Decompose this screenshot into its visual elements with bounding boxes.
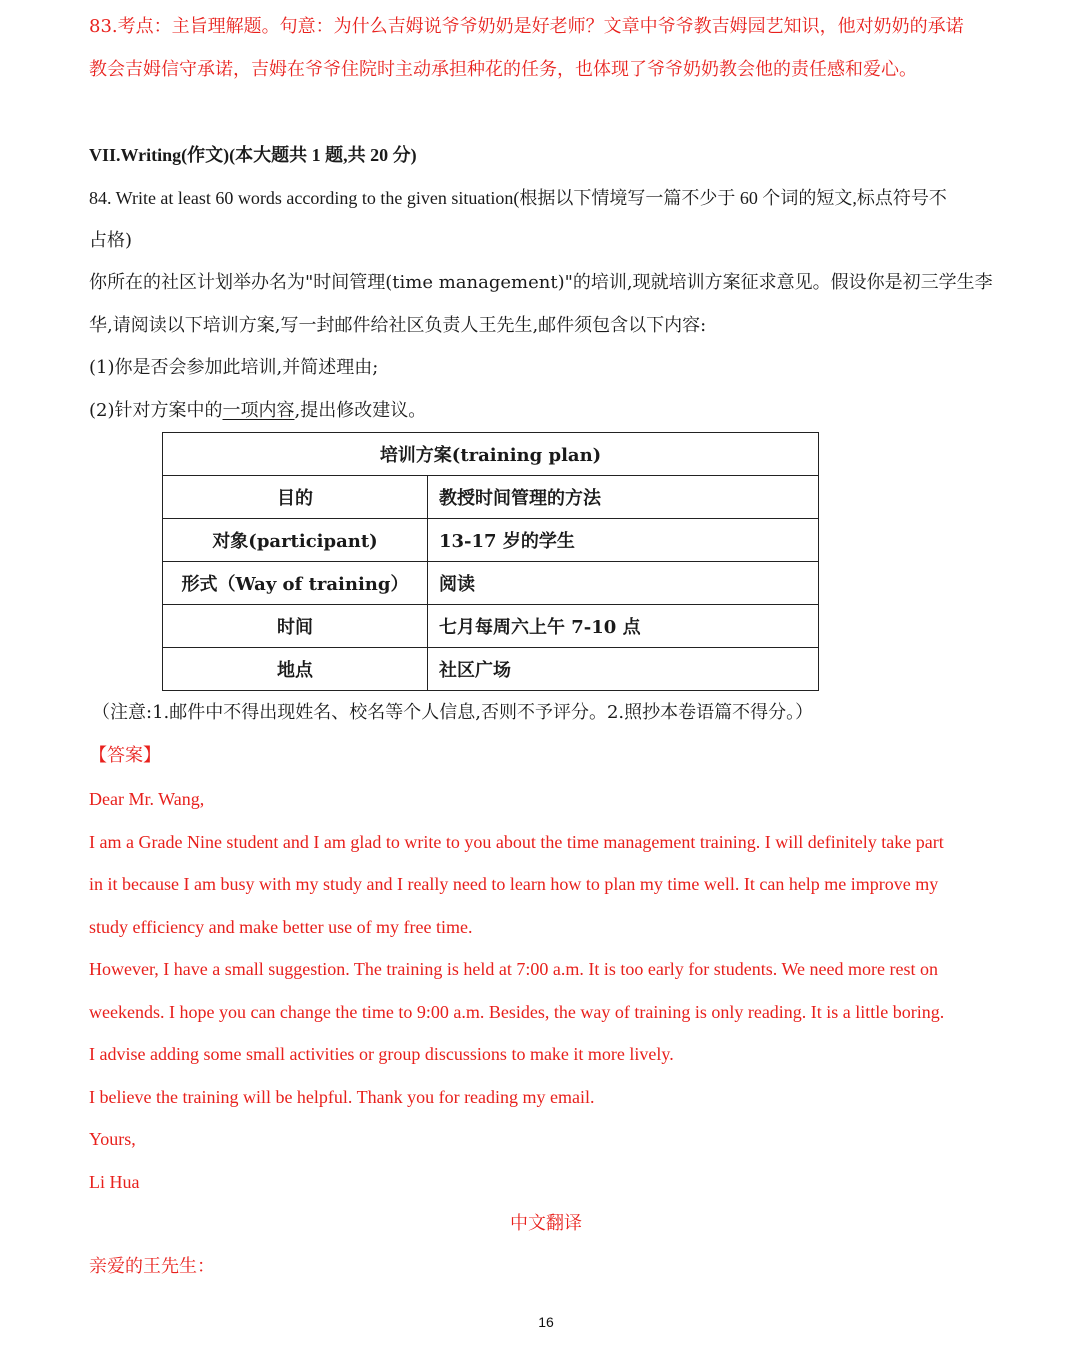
email-paragraph-2-line-1: However, I have a small suggestion. The training is held at 7:00 a.m. It is too early for students. We need more rest on bbox=[89, 959, 938, 979]
email-paragraph-2-line-3: I advise adding some small activities or group discussions to make it more lively. bbox=[89, 1044, 674, 1064]
email-paragraph-2-line-2: weekends. I hope you can change the time to 9:00 a.m. Besides, the way of training is only reading. It is a little boring. bbox=[89, 1002, 945, 1022]
table-key-cell: 形式（Way of training） bbox=[163, 562, 428, 605]
email-signature: Li Hua bbox=[89, 1172, 140, 1192]
requirement-2-underlined: 一项内容 bbox=[222, 400, 295, 421]
answer-label: 【答案】 bbox=[89, 745, 161, 766]
translation-title: 中文翻译 bbox=[510, 1213, 582, 1234]
q84-situation-line-2: 华,请阅读以下培训方案,写一封邮件给社区负责人王先生,邮件须包含以下内容: bbox=[89, 315, 707, 336]
q84-situation-line-1: 你所在的社区计划举办名为"时间管理(time management)"的培训,现就培训方案征求意见。假设你是初三学生李 bbox=[89, 272, 993, 293]
table-value-cell: 社区广场 bbox=[428, 648, 819, 691]
translation-salutation: 亲爱的王先生： bbox=[89, 1256, 215, 1277]
email-paragraph-1-line-2: in it because I am busy with my study and I really need to learn how to plan my time well. It can help me improve my bbox=[89, 874, 939, 894]
table-row bbox=[163, 519, 819, 562]
email-paragraph-1-line-3: study efficiency and make better use of my free time. bbox=[89, 917, 473, 937]
q84-note: （注意:1.邮件中不得出现姓名、校名等个人信息,否则不予评分。2.照抄本卷语篇不得分。） bbox=[92, 702, 814, 723]
table-header-row bbox=[163, 433, 819, 476]
table-value-cell: 教授时间管理的方法 bbox=[428, 476, 819, 519]
training-plan-table bbox=[162, 432, 819, 691]
q84-prompt-line-1: 84. Write at least 60 words according to the given situation(根据以下情境写一篇不少于 60 个词的短文,标点符号不 bbox=[89, 188, 947, 208]
table-value-cell: 阅读 bbox=[428, 562, 819, 605]
q84-requirement-1: (1)你是否会参加此培训,并简述理由; bbox=[89, 357, 379, 378]
table-title: 培训方案(training plan) bbox=[163, 433, 819, 476]
table-key-cell: 对象(participant) bbox=[163, 519, 428, 562]
table-row bbox=[163, 648, 819, 691]
table-row bbox=[163, 562, 819, 605]
email-closing: Yours, bbox=[89, 1129, 136, 1149]
table-row bbox=[163, 476, 819, 519]
q84-prompt-line-2: 占格) bbox=[89, 230, 133, 251]
section-heading: VII.Writing(作文)(本大题共 1 题,共 20 分) bbox=[89, 145, 417, 165]
q83-analysis-line-1: 83.考点：主旨理解题。句意：为什么吉姆说爷爷奶奶是好老师？文章中爷爷教吉姆园艺知识，他对奶奶的承诺 bbox=[89, 16, 964, 37]
page-number: 16 bbox=[538, 1314, 554, 1330]
email-paragraph-1-line-1: I am a Grade Nine student and I am glad to write to you about the time management training. I will definitely take part bbox=[89, 832, 944, 852]
table-value-cell: 13-17 岁的学生 bbox=[428, 519, 819, 562]
table-key-cell: 目的 bbox=[163, 476, 428, 519]
q83-analysis-line-2: 教会吉姆信守承诺，吉姆在爷爷住院时主动承担种花的任务，也体现了爷爷奶奶教会他的责任感和爱心。 bbox=[89, 59, 917, 80]
table-row bbox=[163, 605, 819, 648]
requirement-2-prefix: (2)针对方案中的 bbox=[89, 400, 223, 421]
table-key-cell: 时间 bbox=[163, 605, 428, 648]
email-paragraph-3: I believe the training will be helpful. Thank you for reading my email. bbox=[89, 1087, 595, 1107]
email-salutation: Dear Mr. Wang, bbox=[89, 789, 205, 809]
table-key-cell: 地点 bbox=[163, 648, 428, 691]
table-value-cell: 七月每周六上午 7-10 点 bbox=[428, 605, 819, 648]
requirement-2-suffix: ,提出修改建议。 bbox=[294, 400, 427, 421]
q84-requirement-2 bbox=[89, 399, 426, 423]
